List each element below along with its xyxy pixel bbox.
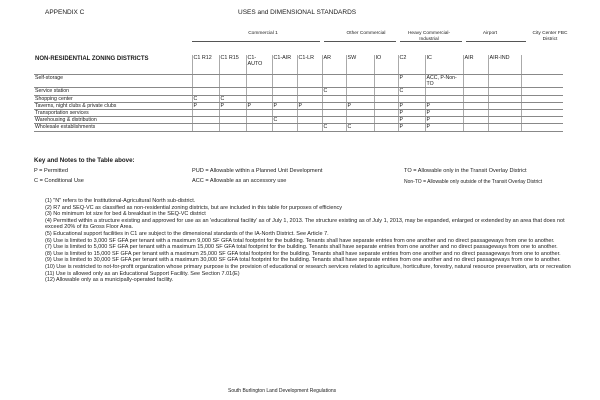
table-cell: P bbox=[398, 117, 425, 124]
key-accessory: ACC = Allowable as an accessory use bbox=[192, 178, 287, 184]
column-header: C2 bbox=[398, 55, 425, 75]
table-cell: P bbox=[398, 110, 425, 117]
table-cell bbox=[246, 117, 272, 124]
table-cell bbox=[272, 75, 297, 88]
table-cell bbox=[488, 75, 521, 88]
table-header-row bbox=[34, 55, 563, 75]
table-cell bbox=[374, 75, 398, 88]
table-cell: P bbox=[272, 102, 297, 109]
table-row bbox=[34, 95, 563, 102]
table-cell bbox=[346, 110, 374, 117]
table-cell bbox=[272, 95, 297, 102]
table-cell: P bbox=[219, 102, 246, 109]
table-row bbox=[34, 88, 563, 95]
page-title: USES and DIMENSIONAL STANDARDS bbox=[238, 9, 357, 16]
row-label: Wholesale establishments bbox=[34, 124, 192, 131]
row-label: Transportation services bbox=[34, 110, 192, 117]
table-cell bbox=[463, 124, 488, 131]
table-cell bbox=[488, 88, 521, 95]
group-divider bbox=[192, 41, 320, 42]
table-cell bbox=[374, 95, 398, 102]
table-cell bbox=[246, 88, 272, 95]
group-divider bbox=[324, 41, 396, 42]
column-header: AIR-IND bbox=[488, 55, 521, 75]
note-item: (1) "N" refers to the Institutional-Agricultural North sub-district. bbox=[45, 198, 196, 204]
table-row bbox=[34, 117, 563, 124]
table-cell: C bbox=[192, 95, 219, 102]
key-transit-overlay: TO = Allowable only in the Transit Overlay District bbox=[404, 168, 527, 174]
table-cell bbox=[398, 95, 425, 102]
table-cell bbox=[488, 102, 521, 109]
table-cell bbox=[192, 117, 219, 124]
table-cell: P bbox=[425, 117, 463, 124]
table-cell bbox=[488, 117, 521, 124]
row-header: NON-RESIDENTIAL ZONING DISTRICTS bbox=[34, 55, 192, 75]
table-cell: C bbox=[398, 88, 425, 95]
group-airport: Airport bbox=[482, 31, 498, 36]
table-cell: C bbox=[346, 124, 374, 131]
table-cell: C bbox=[322, 88, 346, 95]
table-cell bbox=[346, 75, 374, 88]
table-cell bbox=[521, 102, 563, 109]
table-row bbox=[34, 75, 563, 88]
table-cell bbox=[521, 75, 563, 88]
column-header: IO bbox=[374, 55, 398, 75]
table-cell: C bbox=[219, 95, 246, 102]
table-cell bbox=[297, 117, 322, 124]
note-item: (7) Use is limited to 5,000 SF GFA per tenant with a maximum 15,000 SF GFA total footprint for the building. Tenants shall have separate entries from one another and no direct passageways from one to another. bbox=[45, 244, 558, 251]
group-other-commercial: Other Commercial bbox=[346, 31, 386, 36]
note-item: (10) Use is restricted to not-for-profit organization whose primary purpose is the provision of educational or research services related to agriculture, horticulture, forestry, natural resource preservation, arts or recreation bbox=[45, 263, 571, 270]
table-cell bbox=[192, 124, 219, 131]
table-cell bbox=[246, 110, 272, 117]
column-header: C1 R12 bbox=[192, 55, 219, 75]
table-cell bbox=[463, 88, 488, 95]
table-cell bbox=[272, 88, 297, 95]
table-cell bbox=[297, 75, 322, 88]
table-cell: P bbox=[425, 110, 463, 117]
column-header: C1-AIR bbox=[272, 55, 297, 75]
table-cell bbox=[346, 95, 374, 102]
table-cell: P bbox=[425, 124, 463, 131]
table-cell: C bbox=[272, 117, 297, 124]
table-cell bbox=[219, 117, 246, 124]
table-cell: ACC, P-Non-TO bbox=[425, 75, 463, 88]
table-cell bbox=[322, 110, 346, 117]
table-cell bbox=[219, 88, 246, 95]
note-item: (6) Use is limited to 3,000 SF GFA per tenant with a maximum 9,000 SF GFA total footprint for the building. Tenants shall have separate entries from one another and no direct passageways from one to another. bbox=[45, 237, 555, 244]
key-title: Key and Notes to the Table above: bbox=[34, 157, 135, 164]
table-cell bbox=[374, 124, 398, 131]
column-header: IC bbox=[425, 55, 463, 75]
group-divider bbox=[466, 41, 526, 42]
notes-list bbox=[45, 198, 575, 284]
table-cell bbox=[297, 110, 322, 117]
group-commercial-1: Commercial 1 bbox=[248, 31, 278, 36]
table-cell bbox=[346, 88, 374, 95]
table-cell bbox=[219, 110, 246, 117]
table-row bbox=[34, 102, 563, 109]
row-label: Shopping center bbox=[34, 95, 192, 102]
table-cell bbox=[463, 95, 488, 102]
note-item: (5) Educational support facilities in C1 are subject to the dimensional standards of the IA-North District. See Article 7. bbox=[45, 230, 329, 237]
row-label: Self-storage bbox=[34, 75, 192, 88]
table-row bbox=[34, 124, 563, 131]
table-cell bbox=[521, 117, 563, 124]
note-item: (12) Allowable only as a municipally-operated facility. bbox=[45, 277, 174, 284]
column-header: AIR bbox=[463, 55, 488, 75]
table-cell bbox=[272, 124, 297, 131]
row-label: Warehousing & distribution bbox=[34, 117, 192, 124]
group-heavy-commercial: Heavy Commercial-Industrial bbox=[407, 31, 451, 42]
table-cell bbox=[219, 75, 246, 88]
table-cell bbox=[488, 110, 521, 117]
table-cell bbox=[346, 117, 374, 124]
table-row bbox=[34, 110, 563, 117]
table-cell: P bbox=[398, 102, 425, 109]
column-header: C1 R15 bbox=[219, 55, 246, 75]
note-item: (4) Permitted within a structure existing and approved for use as an 'educational facility' as of July 1, 2013. The structure existing as of July 1, 2013, may be expanded, enlarged or extended by an area that does not exceed 20% of its Gross Floor Area. bbox=[45, 217, 565, 231]
note-item: (11) Use is allowed only as an Educational Support Facility. See Section 7.01(E) bbox=[45, 270, 240, 277]
footer: South Burlington Land Development Regulations bbox=[228, 388, 337, 394]
table-cell bbox=[246, 75, 272, 88]
table-cell bbox=[192, 88, 219, 95]
table-cell bbox=[463, 110, 488, 117]
table-cell bbox=[521, 110, 563, 117]
row-label: Taverns, night clubs & private clubs bbox=[34, 102, 192, 109]
column-header: C1-LR bbox=[297, 55, 322, 75]
note-item: (3) No minimum lot size for bed & breakfast in the SEQ-VC district bbox=[45, 211, 206, 218]
table-cell bbox=[463, 117, 488, 124]
uses-table bbox=[34, 55, 563, 132]
key-pud: PUD = Allowable within a Planned Unit Development bbox=[192, 168, 323, 174]
table-cell bbox=[246, 95, 272, 102]
table-cell bbox=[192, 110, 219, 117]
table-cell bbox=[463, 75, 488, 88]
column-header: SW bbox=[346, 55, 374, 75]
column-header bbox=[521, 55, 563, 75]
note-item: (2) R7 and SEQ-VC as classified as non-residential zoning districts, but are included in this table for purposes of efficiency bbox=[45, 204, 343, 211]
table-cell bbox=[297, 124, 322, 131]
column-header: C1-AUTO bbox=[246, 55, 272, 75]
table-cell bbox=[374, 110, 398, 117]
table-cell bbox=[521, 95, 563, 102]
table-cell bbox=[521, 124, 563, 131]
key-non-transit-overlay: Non-TO = Allowable only outside of the Transit Overlay District bbox=[404, 179, 543, 185]
table-cell: P bbox=[346, 102, 374, 109]
table-cell: P bbox=[398, 75, 425, 88]
table-cell bbox=[297, 95, 322, 102]
group-divider bbox=[400, 41, 462, 42]
table-cell bbox=[297, 88, 322, 95]
table-cell bbox=[488, 124, 521, 131]
table-cell: P bbox=[398, 124, 425, 131]
table-cell bbox=[374, 102, 398, 109]
table-cell: C bbox=[322, 124, 346, 131]
table-cell bbox=[246, 124, 272, 131]
note-item: (8) Use is limited to 15,000 SF GFA per tenant with a maximum 25,000 SF GFA total footprint for the building. Tenants shall have separate entries from one another and no direct passageways from one to another. bbox=[45, 250, 561, 257]
table-cell bbox=[374, 117, 398, 124]
note-item: (9) Use is limited to 30,000 SF GFA per tenant with a maximum 30,000 SF GFA total footprint for the building. Tenants shall have separate entries from one another and no direct passageways from one to another. bbox=[45, 257, 561, 264]
table-cell: P bbox=[297, 102, 322, 109]
row-label: Service station bbox=[34, 88, 192, 95]
table-cell bbox=[192, 75, 219, 88]
table-cell bbox=[425, 88, 463, 95]
table-cell: P bbox=[246, 102, 272, 109]
table-cell bbox=[374, 88, 398, 95]
table-cell: P bbox=[425, 102, 463, 109]
table-cell bbox=[322, 102, 346, 109]
table-cell bbox=[219, 124, 246, 131]
table-cell bbox=[463, 102, 488, 109]
key-conditional: C = Conditional Use bbox=[34, 178, 84, 184]
column-header: AR bbox=[322, 55, 346, 75]
table-cell bbox=[488, 95, 521, 102]
table-cell bbox=[322, 117, 346, 124]
table-cell bbox=[425, 95, 463, 102]
table-cell: P bbox=[192, 102, 219, 109]
table-cell bbox=[322, 95, 346, 102]
appendix-label: APPENDIX C bbox=[45, 9, 85, 16]
key-permitted: P = Permitted bbox=[34, 168, 68, 174]
group-city-center: City Center FBC District bbox=[532, 31, 568, 42]
table-cell bbox=[521, 88, 563, 95]
table-cell bbox=[322, 75, 346, 88]
table-cell bbox=[272, 110, 297, 117]
